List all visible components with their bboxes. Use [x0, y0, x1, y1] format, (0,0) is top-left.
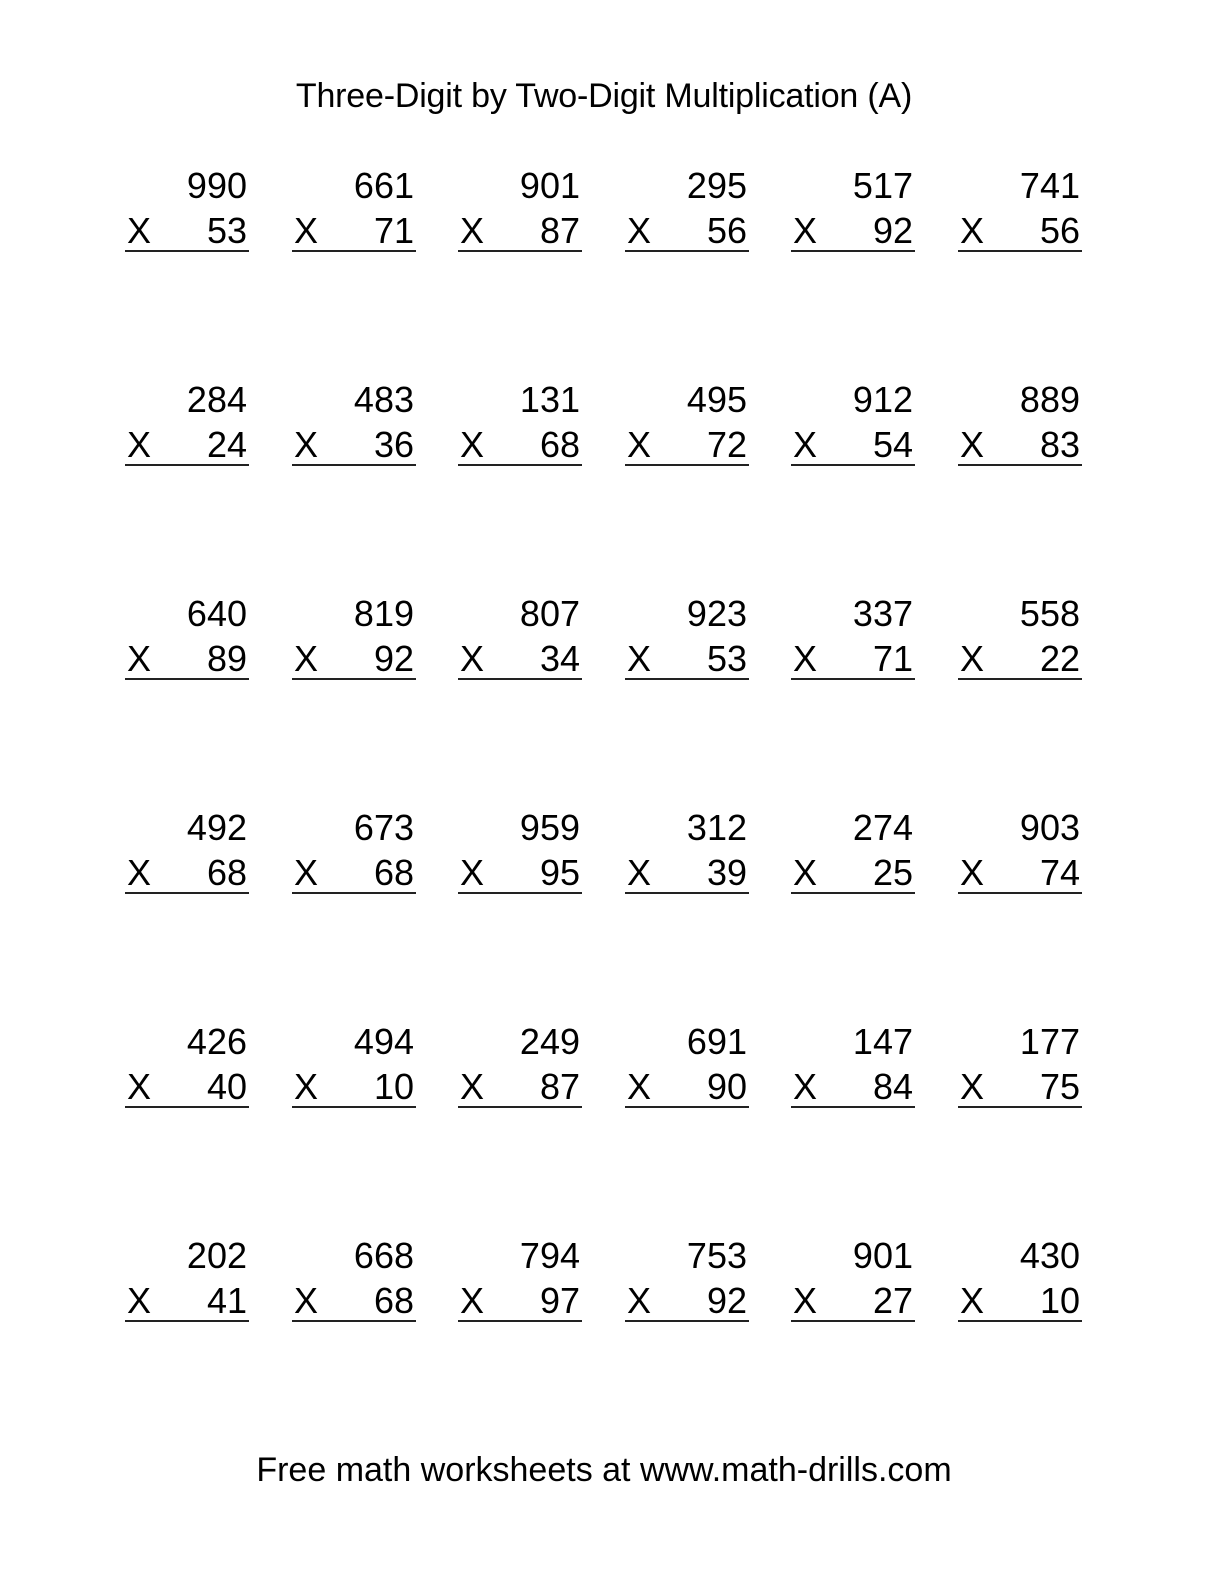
multiplicand: 901: [852, 1235, 913, 1276]
multiplicand: 295: [686, 165, 747, 206]
problem: [625, 1232, 749, 1324]
answer-line: [125, 1106, 249, 1108]
problem: [458, 1232, 582, 1324]
multiplier: 34: [539, 638, 580, 679]
problem: [458, 376, 582, 468]
multiplicand: 923: [686, 593, 747, 634]
multiplicand: 494: [353, 1021, 414, 1062]
multiplier: 36: [373, 424, 414, 465]
multiplicand: 249: [519, 1021, 580, 1062]
answer-line: [292, 1106, 416, 1108]
multiplier: 89: [206, 638, 247, 679]
multiplicand: 959: [519, 807, 580, 848]
multiplier: 90: [706, 1066, 747, 1107]
problem: [625, 804, 749, 896]
multiplier: 10: [373, 1066, 414, 1107]
answer-line: [625, 250, 749, 252]
multiplicand: 517: [852, 165, 913, 206]
multiplier: 39: [706, 852, 747, 893]
problem: [292, 804, 416, 896]
multiplicand: 903: [1019, 807, 1080, 848]
multiplier: 75: [1039, 1066, 1080, 1107]
answer-line: [458, 1106, 582, 1108]
multiplicand: 495: [686, 379, 747, 420]
multiply-sign: X: [793, 1066, 818, 1107]
multiplicand: 753: [686, 1235, 747, 1276]
answer-line: [625, 1106, 749, 1108]
multiplicand: 430: [1019, 1235, 1080, 1276]
multiplier: 22: [1039, 638, 1080, 679]
multiply-sign: X: [294, 1280, 319, 1321]
multiplicand: 177: [1019, 1021, 1080, 1062]
multiply-sign: X: [793, 638, 818, 679]
answer-line: [458, 1320, 582, 1322]
problem: [125, 376, 249, 468]
multiplier: 92: [706, 1280, 747, 1321]
answer-line: [958, 892, 1082, 894]
multiplicand: 794: [519, 1235, 580, 1276]
multiply-sign: X: [793, 210, 818, 251]
multiplicand: 284: [186, 379, 247, 420]
problem: [958, 1018, 1082, 1110]
problem: [625, 1018, 749, 1110]
multiplier: 87: [539, 1066, 580, 1107]
multiplier: 92: [872, 210, 913, 251]
multiply-sign: X: [127, 424, 152, 465]
problem: [458, 1018, 582, 1110]
answer-line: [958, 250, 1082, 252]
multiplicand: 691: [686, 1021, 747, 1062]
multiplier: 56: [1039, 210, 1080, 251]
answer-line: [292, 250, 416, 252]
multiply-sign: X: [627, 210, 652, 251]
multiply-sign: X: [627, 852, 652, 893]
multiplicand: 483: [353, 379, 414, 420]
multiply-sign: X: [627, 424, 652, 465]
answer-line: [292, 464, 416, 466]
multiplier: 40: [206, 1066, 247, 1107]
answer-line: [125, 892, 249, 894]
answer-line: [125, 250, 249, 252]
multiply-sign: X: [294, 1066, 319, 1107]
problem: [791, 590, 915, 682]
multiply-sign: X: [460, 852, 485, 893]
problem: [292, 376, 416, 468]
problem: [958, 376, 1082, 468]
problem-row: [125, 590, 1085, 690]
multiply-sign: X: [960, 1280, 985, 1321]
multiply-sign: X: [960, 1066, 985, 1107]
answer-line: [958, 1106, 1082, 1108]
multiply-sign: X: [460, 638, 485, 679]
multiplicand: 131: [519, 379, 580, 420]
multiplicand: 492: [186, 807, 247, 848]
problem: [125, 162, 249, 254]
multiplier: 71: [373, 210, 414, 251]
answer-line: [791, 1106, 915, 1108]
multiplicand: 807: [519, 593, 580, 634]
answer-line: [958, 464, 1082, 466]
answer-line: [292, 1320, 416, 1322]
multiplicand: 819: [353, 593, 414, 634]
answer-line: [125, 1320, 249, 1322]
multiply-sign: X: [793, 852, 818, 893]
multiplier: 87: [539, 210, 580, 251]
problem-row: [125, 1232, 1085, 1332]
multiplier: 68: [539, 424, 580, 465]
multiplier: 92: [373, 638, 414, 679]
multiply-sign: X: [960, 852, 985, 893]
answer-line: [958, 1320, 1082, 1322]
multiplicand: 202: [186, 1235, 247, 1276]
multiplier: 84: [872, 1066, 913, 1107]
answer-line: [625, 892, 749, 894]
multiplicand: 274: [852, 807, 913, 848]
problem: [125, 804, 249, 896]
problem: [458, 162, 582, 254]
problem-row: [125, 376, 1085, 476]
multiplier: 56: [706, 210, 747, 251]
multiplicand: 640: [186, 593, 247, 634]
problem: [791, 1232, 915, 1324]
answer-line: [292, 892, 416, 894]
multiply-sign: X: [627, 1280, 652, 1321]
multiplier: 10: [1039, 1280, 1080, 1321]
multiplicand: 558: [1019, 593, 1080, 634]
multiply-sign: X: [294, 424, 319, 465]
multiplier: 72: [706, 424, 747, 465]
answer-line: [958, 678, 1082, 680]
problem: [292, 162, 416, 254]
multiplicand: 312: [686, 807, 747, 848]
problem: [791, 1018, 915, 1110]
multiply-sign: X: [460, 210, 485, 251]
multiplier: 68: [373, 852, 414, 893]
multiplicand: 147: [852, 1021, 913, 1062]
problem: [125, 1232, 249, 1324]
answer-line: [292, 678, 416, 680]
answer-line: [458, 464, 582, 466]
multiplier: 95: [539, 852, 580, 893]
problem-row: [125, 804, 1085, 904]
problem: [958, 804, 1082, 896]
multiplicand: 901: [519, 165, 580, 206]
problem: [625, 590, 749, 682]
multiply-sign: X: [960, 424, 985, 465]
problem: [292, 590, 416, 682]
multiplier: 71: [872, 638, 913, 679]
problem: [292, 1018, 416, 1110]
multiply-sign: X: [627, 638, 652, 679]
problem: [958, 162, 1082, 254]
multiply-sign: X: [960, 210, 985, 251]
multiply-sign: X: [294, 638, 319, 679]
multiply-sign: X: [294, 210, 319, 251]
answer-line: [625, 678, 749, 680]
multiply-sign: X: [127, 638, 152, 679]
multiply-sign: X: [793, 424, 818, 465]
problem: [625, 376, 749, 468]
multiply-sign: X: [294, 852, 319, 893]
multiply-sign: X: [127, 1066, 152, 1107]
multiplier: 83: [1039, 424, 1080, 465]
multiply-sign: X: [127, 1280, 152, 1321]
multiplier: 74: [1039, 852, 1080, 893]
multiply-sign: X: [127, 210, 152, 251]
answer-line: [458, 892, 582, 894]
multiply-sign: X: [793, 1280, 818, 1321]
multiplier: 27: [872, 1280, 913, 1321]
problem: [292, 1232, 416, 1324]
worksheet-title: Three-Digit by Two-Digit Multiplication (A): [295, 77, 913, 115]
answer-line: [791, 464, 915, 466]
problem: [958, 1232, 1082, 1324]
problem: [458, 590, 582, 682]
multiplicand: 990: [186, 165, 247, 206]
multiplier: 25: [872, 852, 913, 893]
answer-line: [791, 250, 915, 252]
multiply-sign: X: [960, 638, 985, 679]
answer-line: [458, 678, 582, 680]
footer-credit: Free math worksheets at www.math-drills.com: [256, 1451, 952, 1489]
answer-line: [458, 250, 582, 252]
multiplicand: 426: [186, 1021, 247, 1062]
problem: [791, 376, 915, 468]
multiply-sign: X: [460, 424, 485, 465]
multiplicand: 668: [353, 1235, 414, 1276]
problem: [125, 590, 249, 682]
multiply-sign: X: [460, 1066, 485, 1107]
multiply-sign: X: [460, 1280, 485, 1321]
multiplier: 24: [206, 424, 247, 465]
multiplicand: 661: [353, 165, 414, 206]
multiply-sign: X: [127, 852, 152, 893]
answer-line: [125, 464, 249, 466]
multiplier: 41: [206, 1280, 247, 1321]
problem: [791, 804, 915, 896]
multiplicand: 912: [852, 379, 913, 420]
multiplicand: 337: [852, 593, 913, 634]
answer-line: [625, 464, 749, 466]
answer-line: [791, 892, 915, 894]
answer-line: [791, 1320, 915, 1322]
problem-row: [125, 1018, 1085, 1118]
multiply-sign: X: [627, 1066, 652, 1107]
problem: [791, 162, 915, 254]
answer-line: [125, 678, 249, 680]
problem: [625, 162, 749, 254]
multiplier: 53: [206, 210, 247, 251]
answer-line: [625, 1320, 749, 1322]
problem-row: [125, 162, 1085, 262]
problem: [958, 590, 1082, 682]
answer-line: [791, 678, 915, 680]
multiplicand: 889: [1019, 379, 1080, 420]
multiplicand: 741: [1019, 165, 1080, 206]
multiplier: 68: [373, 1280, 414, 1321]
problem: [458, 804, 582, 896]
multiplier: 97: [539, 1280, 580, 1321]
multiplicand: 673: [353, 807, 414, 848]
multiplier: 68: [206, 852, 247, 893]
problem: [125, 1018, 249, 1110]
multiplier: 54: [872, 424, 913, 465]
multiplier: 53: [706, 638, 747, 679]
